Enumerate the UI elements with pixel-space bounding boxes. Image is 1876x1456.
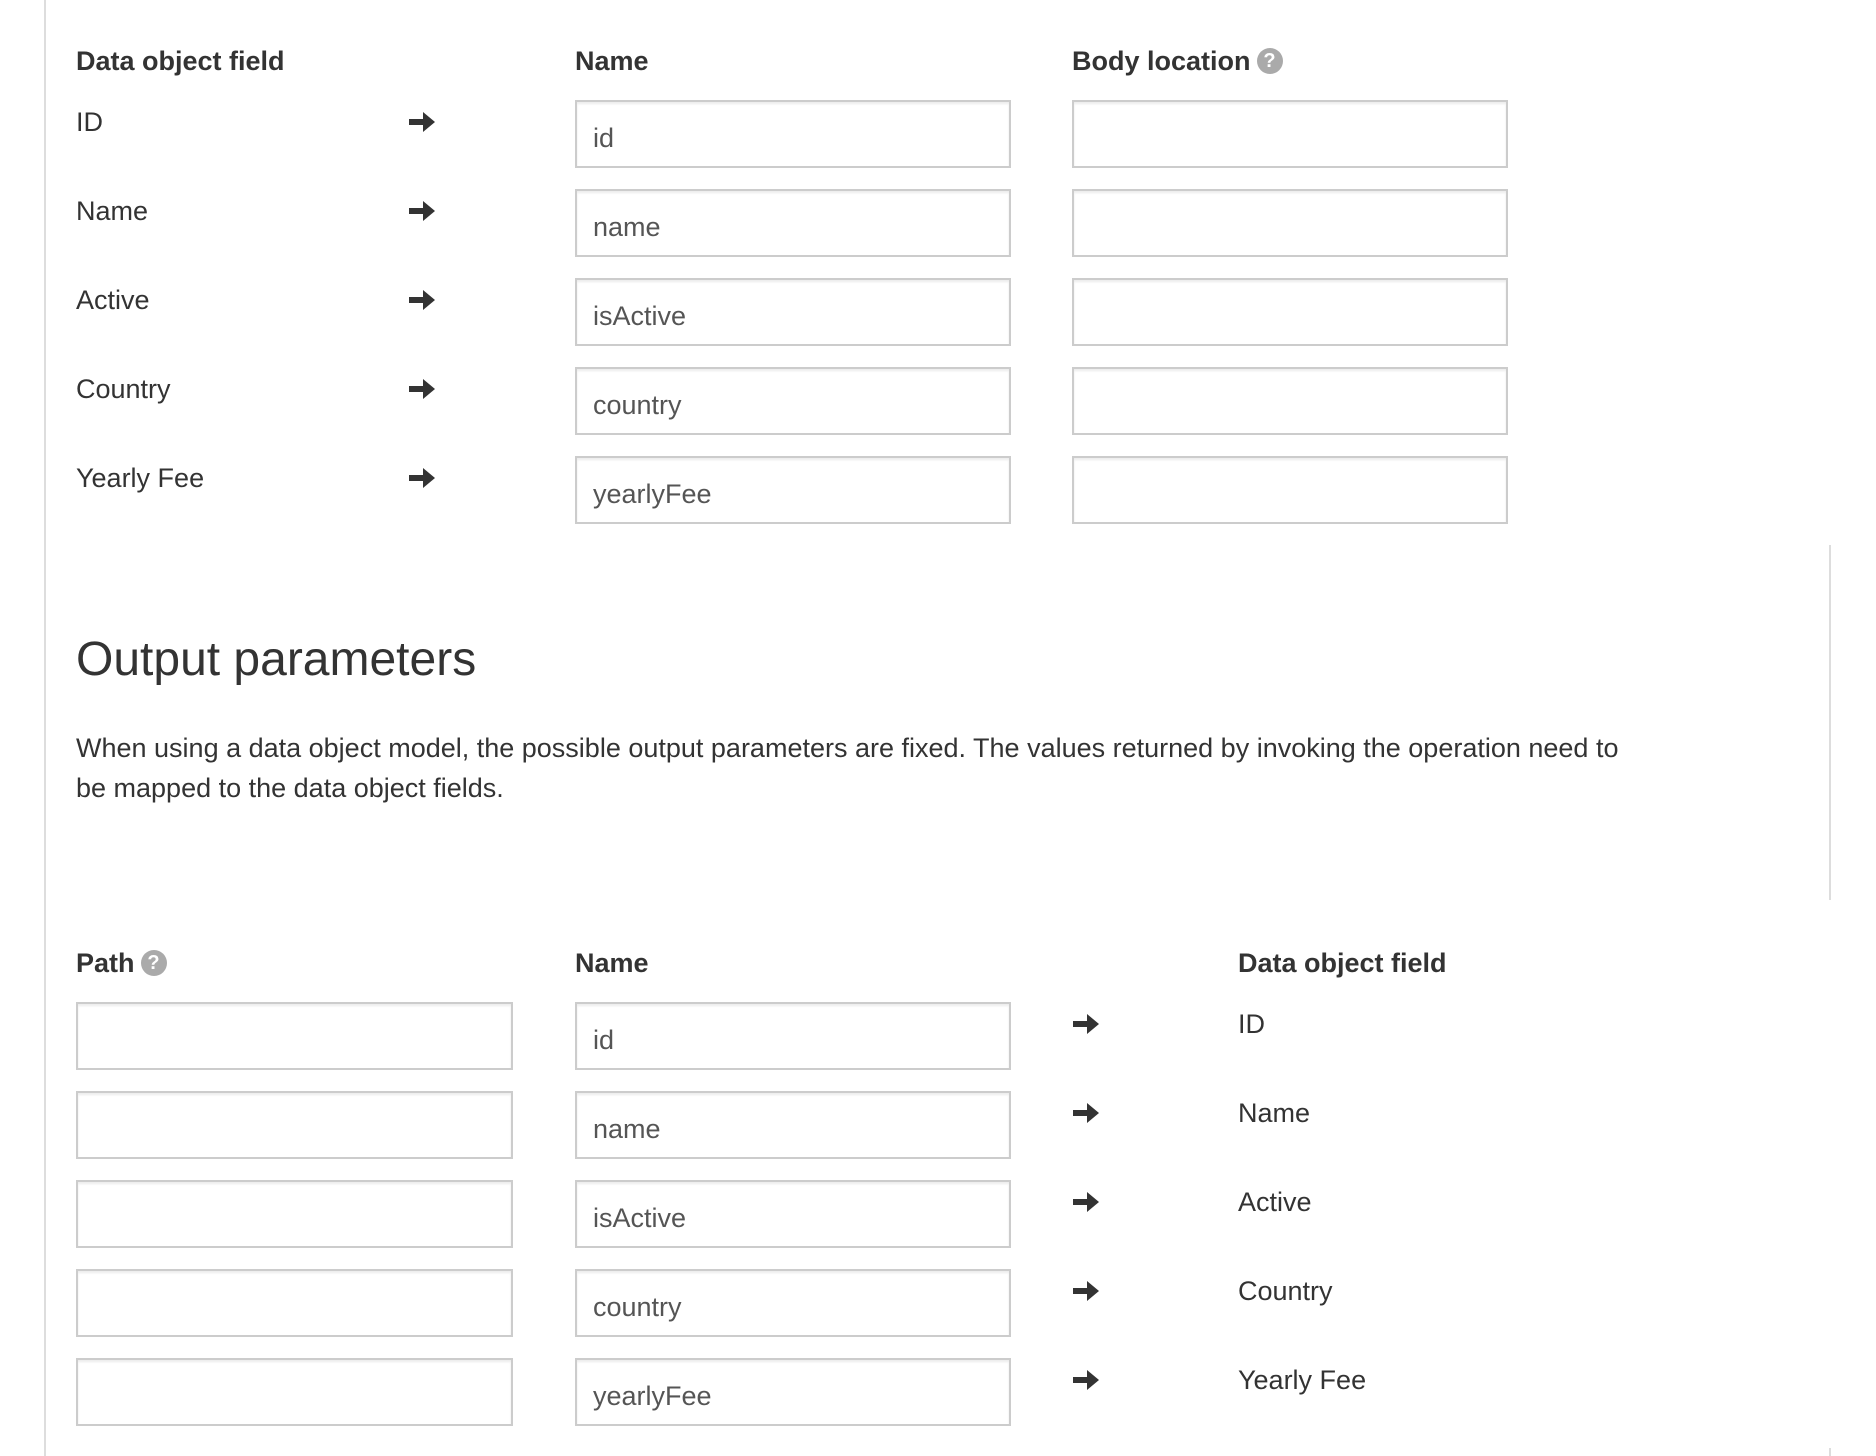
header-output-data-object-field: Data object field: [1238, 948, 1447, 978]
name-input[interactable]: [575, 1180, 1011, 1248]
header-path-label: Path: [76, 948, 135, 978]
name-input[interactable]: [575, 100, 1011, 168]
help-icon[interactable]: ?: [141, 950, 167, 976]
arrow-right-icon: [407, 199, 437, 223]
data-object-field-label: ID: [76, 107, 103, 137]
header-data-object-field: Data object field: [76, 46, 285, 76]
name-input[interactable]: [575, 278, 1011, 346]
name-input[interactable]: [575, 189, 1011, 257]
arrow-right-icon: [1071, 1101, 1101, 1125]
arrow-right-icon: [407, 110, 437, 134]
name-input[interactable]: [575, 1358, 1011, 1426]
right-border-lower: [1829, 1448, 1831, 1456]
header-output-name: Name: [575, 948, 649, 978]
body-location-input[interactable]: [1072, 367, 1508, 435]
header-body-location: [1072, 46, 1283, 77]
arrow-right-icon: [1071, 1279, 1101, 1303]
body-location-input[interactable]: [1072, 100, 1508, 168]
arrow-right-icon: [1071, 1190, 1101, 1214]
body-location-input[interactable]: [1072, 278, 1508, 346]
right-border: [1829, 545, 1831, 900]
name-input[interactable]: [575, 456, 1011, 524]
name-input[interactable]: [575, 367, 1011, 435]
data-object-field-label: Country: [76, 374, 171, 404]
name-input[interactable]: [575, 1002, 1011, 1070]
header-name: Name: [575, 46, 649, 76]
output-parameters-title: Output parameters: [76, 633, 477, 686]
left-border: [44, 0, 46, 1456]
path-input[interactable]: [76, 1269, 513, 1337]
path-input[interactable]: [76, 1358, 513, 1426]
path-input[interactable]: [76, 1091, 513, 1159]
data-object-field-label: ID: [1238, 1009, 1265, 1039]
data-object-field-label: Yearly Fee: [1238, 1365, 1367, 1395]
name-input[interactable]: [575, 1091, 1011, 1159]
arrow-right-icon: [1071, 1012, 1101, 1036]
header-body-location-label: Body location: [1072, 46, 1251, 76]
data-object-field-label: Name: [1238, 1098, 1311, 1128]
body-location-input[interactable]: [1072, 456, 1508, 524]
data-object-field-label: Active: [1238, 1187, 1312, 1217]
arrow-right-icon: [1071, 1368, 1101, 1392]
data-object-field-label: Active: [76, 285, 150, 315]
body-location-input[interactable]: [1072, 189, 1508, 257]
data-object-field-label: Yearly Fee: [76, 463, 205, 493]
name-input[interactable]: [575, 1269, 1011, 1337]
arrow-right-icon: [407, 466, 437, 490]
arrow-right-icon: [407, 377, 437, 401]
data-object-field-label: Country: [1238, 1276, 1333, 1306]
path-input[interactable]: [76, 1002, 513, 1070]
header-path: [76, 948, 167, 979]
output-parameters-description: When using a data object model, the possible output parameters are fixed. The values returned by invoking the operation need to be mapped to the data object fields.: [76, 733, 1619, 803]
arrow-right-icon: [407, 288, 437, 312]
help-icon[interactable]: ?: [1257, 48, 1283, 74]
data-object-field-label: Name: [76, 196, 149, 226]
path-input[interactable]: [76, 1180, 513, 1248]
